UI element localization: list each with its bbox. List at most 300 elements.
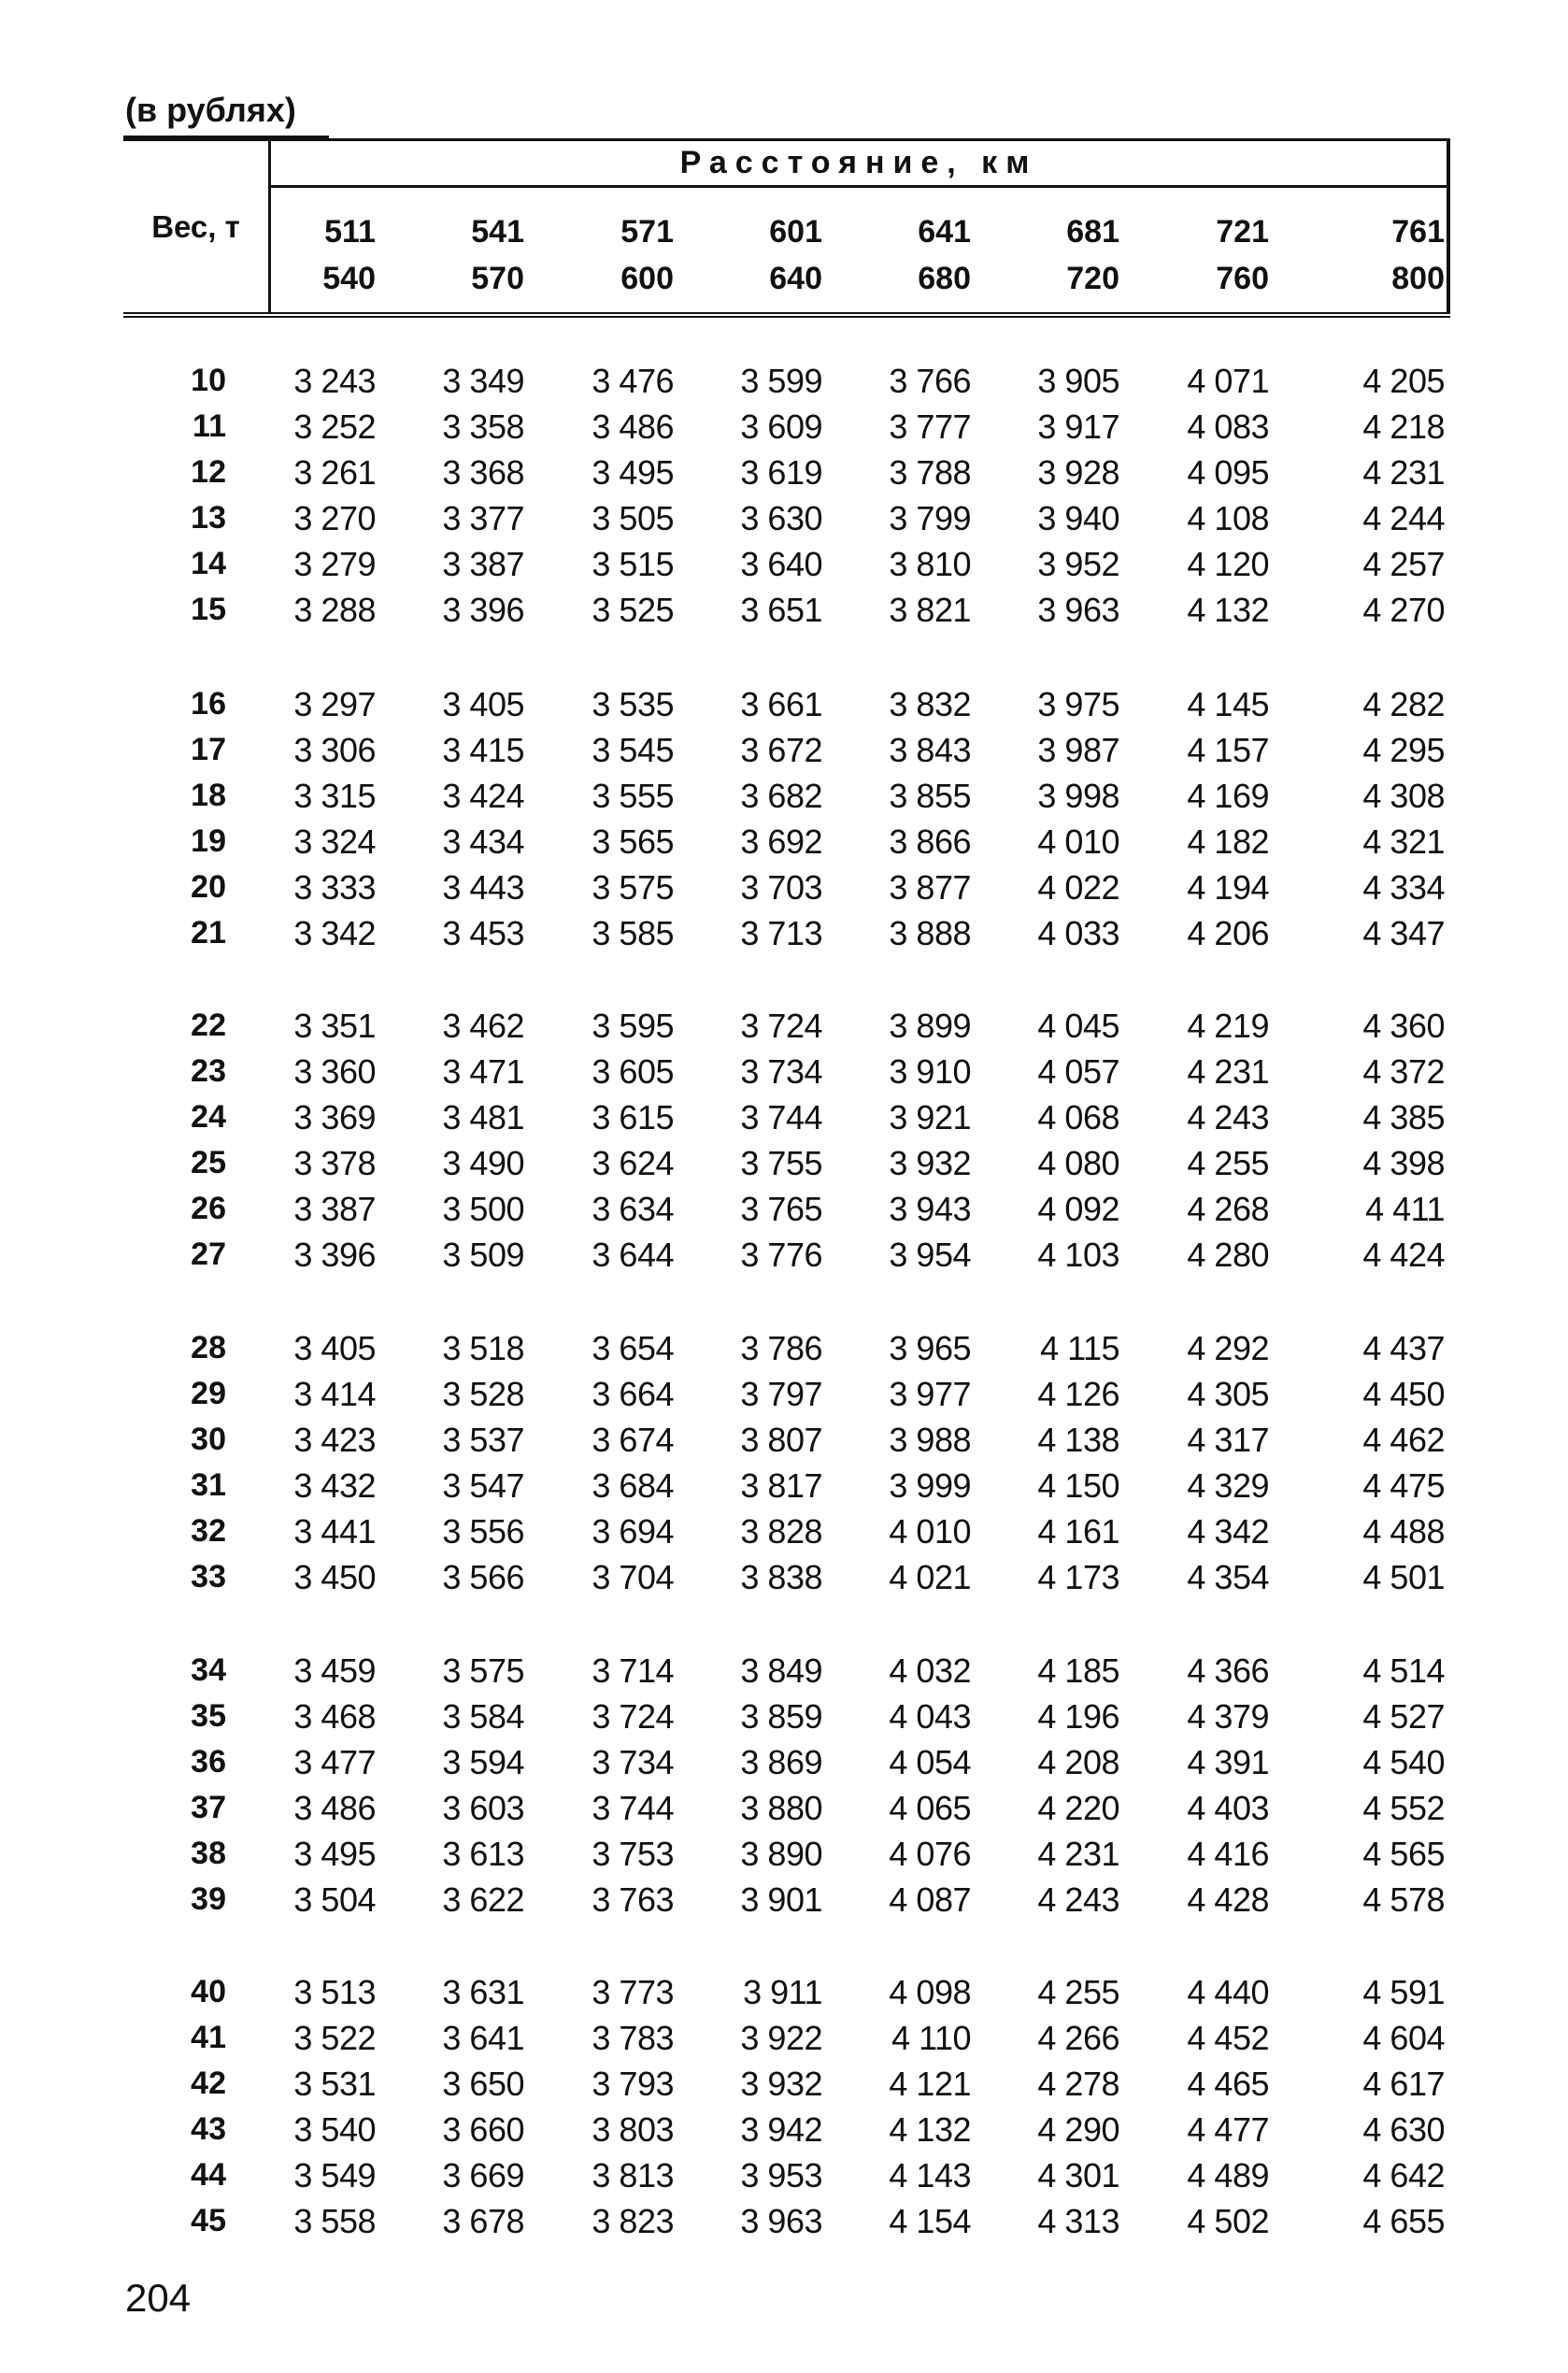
price-cell: 3 953 (740, 2156, 822, 2194)
table-row (123, 910, 1450, 956)
price-cell: 4 437 (1362, 1329, 1445, 1367)
price-cell: 3 423 (293, 1421, 376, 1459)
weight-cell: 34 (191, 1652, 226, 1688)
weight-cell: 33 (191, 1559, 226, 1594)
price-cell: 3 387 (442, 545, 524, 583)
price-cell: 4 391 (1187, 1743, 1269, 1781)
price-cell: 4 308 (1362, 777, 1445, 815)
price-cell: 4 489 (1187, 2156, 1269, 2194)
price-cell: 3 315 (293, 777, 376, 815)
price-cell: 4 440 (1187, 1973, 1269, 2011)
table-row (123, 358, 1450, 404)
table-row (123, 1186, 1450, 1232)
table-row (123, 1508, 1450, 1554)
weight-cell: 31 (191, 1467, 226, 1503)
price-cell: 4 145 (1187, 685, 1269, 723)
price-cell: 4 477 (1187, 2110, 1269, 2149)
range-to: 720 (1066, 261, 1119, 296)
price-cell: 3 306 (293, 731, 376, 769)
price-cell: 3 490 (442, 1144, 524, 1182)
price-cell: 3 644 (592, 1236, 674, 1274)
price-cell: 3 368 (442, 453, 524, 492)
price-cell: 4 196 (1037, 1697, 1119, 1736)
price-cell: 4 154 (889, 2202, 971, 2240)
price-cell: 4 578 (1362, 1880, 1445, 1919)
price-cell: 4 502 (1187, 2202, 1269, 2240)
weight-cell: 36 (191, 1744, 226, 1780)
price-cell: 3 537 (442, 1421, 524, 1459)
price-cell: 4 243 (1187, 1098, 1269, 1136)
range-to: 600 (620, 261, 674, 296)
price-cell: 3 932 (740, 2065, 822, 2103)
price-cell: 3 594 (442, 1743, 524, 1781)
range-to: 680 (918, 261, 971, 296)
price-cell: 3 453 (442, 914, 524, 952)
price-cell: 3 849 (740, 1651, 822, 1690)
price-cell: 3 342 (293, 914, 376, 952)
price-cell: 3 504 (293, 1880, 376, 1919)
table-row (123, 773, 1450, 819)
price-cell: 4 257 (1362, 545, 1445, 583)
price-cell: 3 450 (293, 1558, 376, 1596)
price-cell: 3 513 (293, 1973, 376, 2011)
price-cell: 4 411 (1365, 1190, 1445, 1228)
price-cell: 3 556 (442, 1512, 524, 1551)
price-cell: 4 527 (1362, 1697, 1445, 1736)
price-cell: 4 092 (1037, 1190, 1119, 1228)
price-cell: 3 495 (592, 453, 674, 492)
price-cell: 3 880 (740, 1789, 822, 1827)
table-row (123, 1648, 1450, 1694)
table-row (123, 587, 1450, 633)
price-cell: 3 783 (592, 2019, 674, 2057)
price-cell: 3 866 (889, 822, 971, 861)
weight-cell: 28 (191, 1330, 226, 1365)
price-cell: 4 424 (1362, 1236, 1445, 1274)
weight-cell: 25 (191, 1145, 226, 1180)
price-cell: 4 132 (1187, 591, 1269, 629)
price-cell: 4 416 (1187, 1835, 1269, 1873)
table-row (123, 1049, 1450, 1094)
price-cell: 3 773 (592, 1973, 674, 2011)
price-cell: 3 664 (592, 1375, 674, 1413)
price-cell: 3 911 (743, 1973, 822, 2011)
weight-cell: 38 (191, 1836, 226, 1871)
weight-cell: 12 (191, 454, 226, 490)
price-cell: 4 076 (889, 1835, 971, 1873)
price-cell: 3 843 (889, 731, 971, 769)
price-cell: 3 505 (592, 499, 674, 537)
price-cell: 3 585 (592, 914, 674, 952)
price-cell: 3 387 (293, 1190, 376, 1228)
row-group (123, 681, 1450, 956)
price-cell: 4 501 (1362, 1558, 1445, 1596)
price-cell: 4 301 (1037, 2156, 1119, 2194)
table-row (123, 1094, 1450, 1140)
price-cell: 3 654 (592, 1329, 674, 1367)
page-number: 204 (125, 2276, 192, 2320)
price-cell: 3 998 (1037, 777, 1119, 815)
price-cell: 3 963 (1037, 591, 1119, 629)
price-cell: 4 108 (1187, 499, 1269, 537)
table-row (123, 1003, 1450, 1049)
price-cell: 3 377 (442, 499, 524, 537)
weight-cell: 16 (191, 686, 226, 722)
price-cell: 4 565 (1362, 1835, 1445, 1873)
price-cell: 3 813 (592, 2156, 674, 2194)
price-cell: 4 244 (1362, 499, 1445, 537)
price-cell: 3 807 (740, 1421, 822, 1459)
price-cell: 3 650 (442, 2065, 524, 2103)
price-cell: 3 405 (442, 685, 524, 723)
weight-cell: 14 (191, 546, 226, 581)
price-cell: 3 555 (592, 777, 674, 815)
price-cell: 3 788 (889, 453, 971, 492)
price-cell: 3 609 (740, 407, 822, 446)
price-cell: 3 694 (592, 1512, 674, 1551)
table-row (123, 1877, 1450, 1923)
weight-cell: 21 (191, 915, 226, 951)
row-group (123, 1003, 1450, 1278)
range-from: 511 (324, 214, 376, 250)
range-to: 540 (322, 261, 376, 296)
price-cell: 3 682 (740, 777, 822, 815)
price-cell: 4 372 (1362, 1052, 1445, 1091)
range-from: 721 (1216, 214, 1269, 250)
price-cell: 4 218 (1362, 407, 1445, 446)
price-cell: 4 080 (1037, 1144, 1119, 1182)
price-cell: 3 414 (293, 1375, 376, 1413)
range-to: 760 (1216, 261, 1269, 296)
row-group (123, 358, 1450, 633)
price-cell: 3 640 (740, 545, 822, 583)
weight-cell: 43 (191, 2111, 226, 2147)
price-cell: 4 295 (1362, 731, 1445, 769)
price-cell: 3 528 (442, 1375, 524, 1413)
table-row (123, 404, 1450, 450)
price-cell: 3 777 (889, 407, 971, 446)
price-cell: 3 531 (293, 2065, 376, 2103)
price-cell: 3 432 (293, 1466, 376, 1505)
price-cell: 3 360 (293, 1052, 376, 1091)
table-row (123, 1417, 1450, 1463)
distance-range-header (529, 208, 674, 302)
price-cell: 3 975 (1037, 685, 1119, 723)
weight-cell: 13 (191, 500, 226, 536)
weight-cell: 20 (191, 869, 226, 905)
price-cell: 4 591 (1362, 1973, 1445, 2011)
price-cell: 3 921 (889, 1098, 971, 1136)
price-cell: 3 558 (293, 2202, 376, 2240)
price-cell: 3 803 (592, 2110, 674, 2149)
price-cell: 4 334 (1362, 868, 1445, 907)
price-cell: 3 358 (442, 407, 524, 446)
range-from: 601 (769, 214, 822, 250)
price-cell: 3 890 (740, 1835, 822, 1873)
price-cell: 4 488 (1362, 1512, 1445, 1551)
price-cell: 3 545 (592, 731, 674, 769)
price-cell: 3 734 (740, 1052, 822, 1091)
price-cell: 4 465 (1187, 2065, 1269, 2103)
price-cell: 3 595 (592, 1007, 674, 1045)
price-cell: 4 403 (1187, 1789, 1269, 1827)
price-cell: 4 379 (1187, 1697, 1269, 1736)
price-cell: 4 278 (1037, 2065, 1119, 2103)
price-cell: 3 476 (592, 362, 674, 400)
price-cell: 3 624 (592, 1144, 674, 1182)
table-row (123, 1463, 1450, 1508)
price-cell: 3 518 (442, 1329, 524, 1367)
table-row (123, 1785, 1450, 1831)
price-cell: 3 396 (293, 1236, 376, 1274)
range-from: 641 (918, 214, 971, 250)
price-cell: 3 565 (592, 822, 674, 861)
price-cell: 4 157 (1187, 731, 1269, 769)
price-cell: 3 584 (442, 1697, 524, 1736)
price-cell: 3 821 (889, 591, 971, 629)
price-cell: 3 734 (592, 1743, 674, 1781)
price-cell: 4 120 (1187, 545, 1269, 583)
price-cell: 4 398 (1362, 1144, 1445, 1182)
table-row (123, 2198, 1450, 2244)
table-row (123, 450, 1450, 495)
price-cell: 3 763 (592, 1880, 674, 1919)
price-cell: 3 599 (740, 362, 822, 400)
table-header (123, 138, 1450, 318)
price-cell: 3 704 (592, 1558, 674, 1596)
price-cell: 3 396 (442, 591, 524, 629)
distance-range-header (231, 208, 376, 302)
price-cell: 3 522 (293, 2019, 376, 2057)
range-to: 570 (471, 261, 524, 296)
price-cell: 4 071 (1187, 362, 1269, 400)
price-cell: 4 342 (1187, 1512, 1269, 1551)
price-cell: 3 940 (1037, 499, 1119, 537)
table-row (123, 2107, 1450, 2152)
weight-cell: 40 (191, 1974, 226, 2009)
weight-cell: 10 (191, 363, 226, 398)
price-cell: 3 977 (889, 1375, 971, 1413)
distance-range-header (1124, 208, 1269, 302)
price-cell: 3 459 (293, 1651, 376, 1690)
price-cell: 3 369 (293, 1098, 376, 1136)
price-cell: 4 243 (1037, 1880, 1119, 1919)
price-cell: 3 349 (442, 362, 524, 400)
price-cell: 4 150 (1037, 1466, 1119, 1505)
price-cell: 4 185 (1037, 1651, 1119, 1690)
price-cell: 3 828 (740, 1512, 822, 1551)
price-cell: 3 776 (740, 1236, 822, 1274)
weight-cell: 23 (191, 1053, 226, 1089)
price-cell: 3 525 (592, 591, 674, 629)
price-cell: 4 182 (1187, 822, 1269, 861)
range-from: 541 (471, 214, 524, 250)
price-cell: 3 566 (442, 1558, 524, 1596)
price-cell: 4 068 (1037, 1098, 1119, 1136)
row-group (123, 1648, 1450, 1923)
price-cell: 3 692 (740, 822, 822, 861)
weight-cell: 27 (191, 1237, 226, 1272)
price-cell: 3 622 (442, 1880, 524, 1919)
range-from: 681 (1066, 214, 1119, 250)
price-cell: 4 219 (1187, 1007, 1269, 1045)
price-cell: 3 270 (293, 499, 376, 537)
distance-range-header (826, 208, 971, 302)
price-cell: 3 405 (293, 1329, 376, 1367)
table-row (123, 2015, 1450, 2061)
price-cell: 3 713 (740, 914, 822, 952)
price-cell: 4 143 (889, 2156, 971, 2194)
price-cell: 3 817 (740, 1466, 822, 1505)
price-cell: 4 292 (1187, 1329, 1269, 1367)
price-cell: 3 297 (293, 685, 376, 723)
price-cell: 4 329 (1187, 1466, 1269, 1505)
price-cell: 4 205 (1362, 362, 1445, 400)
row-group (123, 1325, 1450, 1600)
price-cell: 3 468 (293, 1697, 376, 1736)
price-cell: 4 552 (1362, 1789, 1445, 1827)
table-row (123, 495, 1450, 541)
weight-cell: 39 (191, 1881, 226, 1917)
price-cell: 4 255 (1037, 1973, 1119, 2011)
price-cell: 3 641 (442, 2019, 524, 2057)
weight-cell: 11 (192, 408, 226, 444)
weight-cell: 22 (191, 1008, 226, 1043)
price-cell: 3 744 (592, 1789, 674, 1827)
price-cell: 4 220 (1037, 1789, 1119, 1827)
distance-header: Расстояние, км (271, 141, 1447, 188)
price-cell: 4 021 (889, 1558, 971, 1596)
price-cell: 3 441 (293, 1512, 376, 1551)
price-cell: 3 999 (889, 1466, 971, 1505)
price-cell: 3 922 (740, 2019, 822, 2057)
price-cell: 3 954 (889, 1236, 971, 1274)
range-to: 640 (769, 261, 822, 296)
price-cell: 4 231 (1362, 453, 1445, 492)
price-cell: 3 963 (740, 2202, 822, 2240)
price-cell: 4 194 (1187, 868, 1269, 907)
price-cell: 3 799 (889, 499, 971, 537)
price-cell: 4 045 (1037, 1007, 1119, 1045)
price-cell: 3 661 (740, 685, 822, 723)
price-cell: 3 424 (442, 777, 524, 815)
price-cell: 3 575 (442, 1651, 524, 1690)
price-cell: 3 703 (740, 868, 822, 907)
price-cell: 4 032 (889, 1651, 971, 1690)
price-cell: 3 575 (592, 868, 674, 907)
price-cell: 4 313 (1037, 2202, 1119, 2240)
price-cell: 4 428 (1187, 1880, 1269, 1919)
price-cell: 3 605 (592, 1052, 674, 1091)
weight-cell: 19 (191, 823, 226, 859)
table-row (123, 1831, 1450, 1877)
table-row (123, 1969, 1450, 2015)
price-cell: 3 651 (740, 591, 822, 629)
price-cell: 3 810 (889, 545, 971, 583)
price-cell: 4 655 (1362, 2202, 1445, 2240)
weight-cell: 37 (191, 1790, 226, 1825)
row-group (123, 1969, 1450, 2244)
price-cell: 3 619 (740, 453, 822, 492)
price-cell: 3 952 (1037, 545, 1119, 583)
price-cell: 4 033 (1037, 914, 1119, 952)
price-cell: 4 065 (889, 1789, 971, 1827)
price-cell: 3 471 (442, 1052, 524, 1091)
price-cell: 3 261 (293, 453, 376, 492)
price-cell: 3 481 (442, 1098, 524, 1136)
price-cell: 4 095 (1187, 453, 1269, 492)
price-cell: 3 495 (293, 1835, 376, 1873)
price-cell: 3 987 (1037, 731, 1119, 769)
price-cell: 4 083 (1187, 407, 1269, 446)
weight-cell: 42 (191, 2066, 226, 2101)
price-cell: 3 765 (740, 1190, 822, 1228)
price-cell: 3 500 (442, 1190, 524, 1228)
price-cell: 4 642 (1362, 2156, 1445, 2194)
range-from: 571 (620, 214, 674, 250)
price-cell: 3 672 (740, 731, 822, 769)
price-cell: 4 540 (1362, 1743, 1445, 1781)
range-to: 800 (1391, 261, 1445, 296)
price-cell: 4 514 (1362, 1651, 1445, 1690)
table-row (123, 1554, 1450, 1600)
price-cell: 4 266 (1037, 2019, 1119, 2057)
price-cell: 4 268 (1187, 1190, 1269, 1228)
price-cell: 3 634 (592, 1190, 674, 1228)
price-cell: 3 288 (293, 591, 376, 629)
price-cell: 4 022 (1037, 868, 1119, 907)
price-cell: 4 206 (1187, 914, 1269, 952)
price-cell: 4 452 (1187, 2019, 1269, 2057)
price-cell: 3 755 (740, 1144, 822, 1182)
price-cell: 3 753 (592, 1835, 674, 1873)
price-cell: 3 942 (740, 2110, 822, 2149)
table-row (123, 2061, 1450, 2107)
price-cell: 3 324 (293, 822, 376, 861)
weight-cell: 15 (191, 592, 226, 627)
price-cell: 3 786 (740, 1329, 822, 1367)
price-cell: 4 043 (889, 1697, 971, 1736)
weight-cell: 32 (191, 1513, 226, 1549)
weight-cell: 18 (191, 778, 226, 813)
price-cell: 3 509 (442, 1236, 524, 1274)
price-cell: 3 917 (1037, 407, 1119, 446)
price-cell: 4 098 (889, 1973, 971, 2011)
price-cell: 4 450 (1362, 1375, 1445, 1413)
price-cell: 3 928 (1037, 453, 1119, 492)
distance-range-header (677, 208, 822, 302)
price-cell: 4 270 (1362, 591, 1445, 629)
table-row (123, 541, 1450, 587)
price-cell: 4 360 (1362, 1007, 1445, 1045)
price-cell: 4 169 (1187, 777, 1269, 815)
unit-note: (в рублях) (125, 91, 296, 129)
table-row (123, 1371, 1450, 1417)
price-cell: 3 988 (889, 1421, 971, 1459)
price-cell: 4 604 (1362, 2019, 1445, 2057)
table-row (123, 1325, 1450, 1371)
price-cell: 3 613 (442, 1835, 524, 1873)
price-cell: 3 838 (740, 1558, 822, 1596)
price-cell: 3 678 (442, 2202, 524, 2240)
price-cell: 3 415 (442, 731, 524, 769)
price-cell: 3 793 (592, 2065, 674, 2103)
price-cell: 4 317 (1187, 1421, 1269, 1459)
price-cell: 4 231 (1187, 1052, 1269, 1091)
price-cell: 4 138 (1037, 1421, 1119, 1459)
range-from: 761 (1391, 214, 1445, 250)
price-cell: 4 010 (889, 1512, 971, 1551)
